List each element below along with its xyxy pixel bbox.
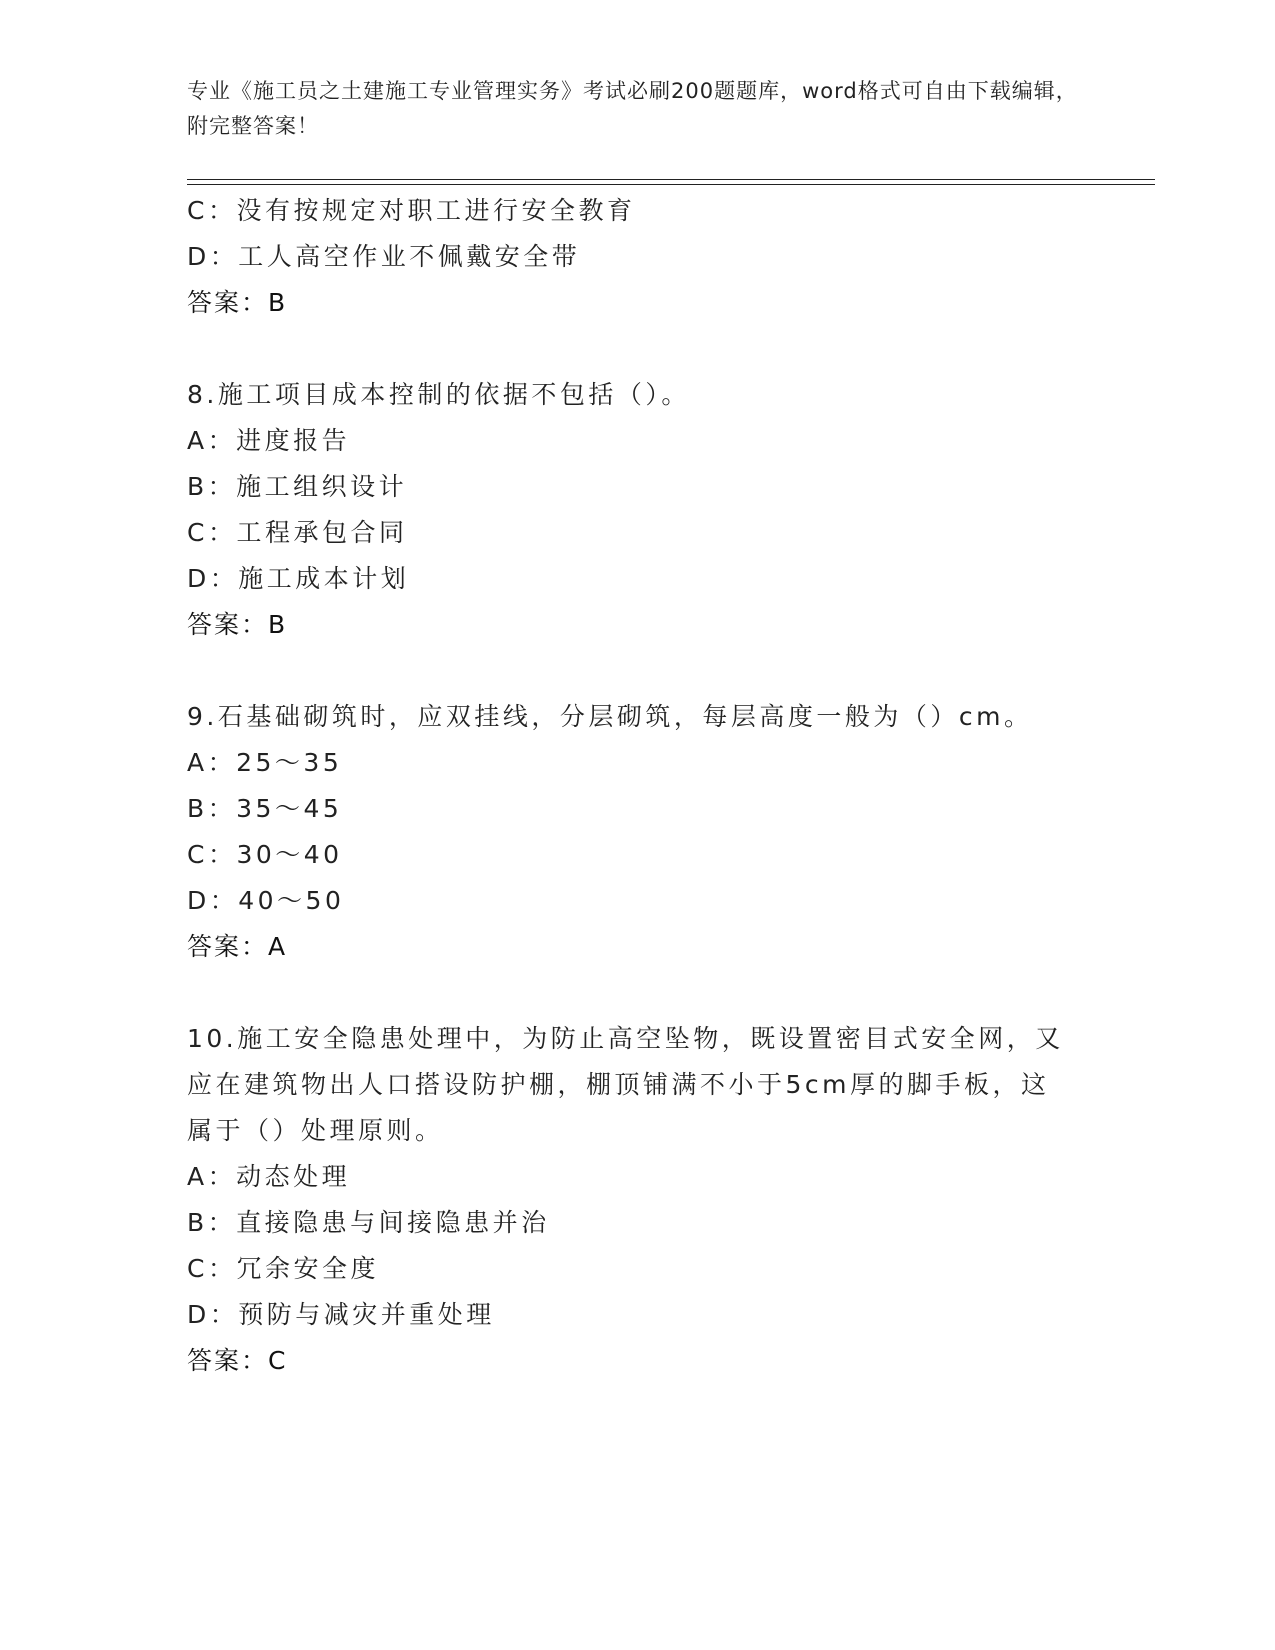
question-text-line-3: 属于（）处理原则。: [187, 1116, 444, 1145]
spacer: [187, 326, 1087, 372]
option-d: D：40～50: [187, 886, 345, 915]
option-c: C：冗余安全度: [187, 1254, 379, 1283]
answer-line: 答案：A: [187, 932, 288, 961]
option-d: D：预防与减灾并重处理: [187, 1300, 495, 1329]
option-a: A：进度报告: [187, 426, 351, 455]
question-10: [187, 1016, 1087, 1384]
option-c: C：30～40: [187, 840, 343, 869]
question-text-line-2: 应在建筑物出人口搭设防护棚，棚顶铺满不小于5cm厚的脚手板，这: [187, 1070, 1050, 1099]
question-8: [187, 372, 1087, 648]
spacer: [187, 970, 1087, 1016]
header-divider-bottom: [187, 184, 1155, 185]
option-c: C：工程承包合同: [187, 518, 408, 547]
option-c: C：没有按规定对职工进行安全教育: [187, 196, 636, 225]
answer-line: 答案：C: [187, 1346, 288, 1375]
option-b: B：施工组织设计: [187, 472, 408, 501]
document-header: 专业《施工员之土建施工专业管理实务》考试必刷200题题库，word格式可自由下载编辑，附完整答案！: [187, 79, 1078, 138]
spacer: [187, 648, 1087, 694]
header-divider-top: [187, 179, 1155, 180]
question-text: 9.石基础砌筑时，应双挂线，分层砌筑，每层高度一般为（）cm。: [187, 702, 1033, 731]
question-text-line-1: 10.施工安全隐患处理中，为防止高空坠物，既设置密目式安全网，又: [187, 1024, 1064, 1053]
option-b: B：35～45: [187, 794, 343, 823]
answer-line: 答案：B: [187, 610, 288, 639]
question-text: 8.施工项目成本控制的依据不包括（）。: [187, 380, 690, 409]
question-content: [187, 188, 1087, 1384]
option-a: A：25～35: [187, 748, 343, 777]
answer-line: 答案：B: [187, 288, 288, 317]
previous-question-tail: [187, 188, 1087, 326]
option-d: D：施工成本计划: [187, 564, 410, 593]
question-9: [187, 694, 1087, 970]
option-b: B：直接隐患与间接隐患并治: [187, 1208, 550, 1237]
option-a: A：动态处理: [187, 1162, 351, 1191]
option-d: D：工人高空作业不佩戴安全带: [187, 242, 581, 271]
